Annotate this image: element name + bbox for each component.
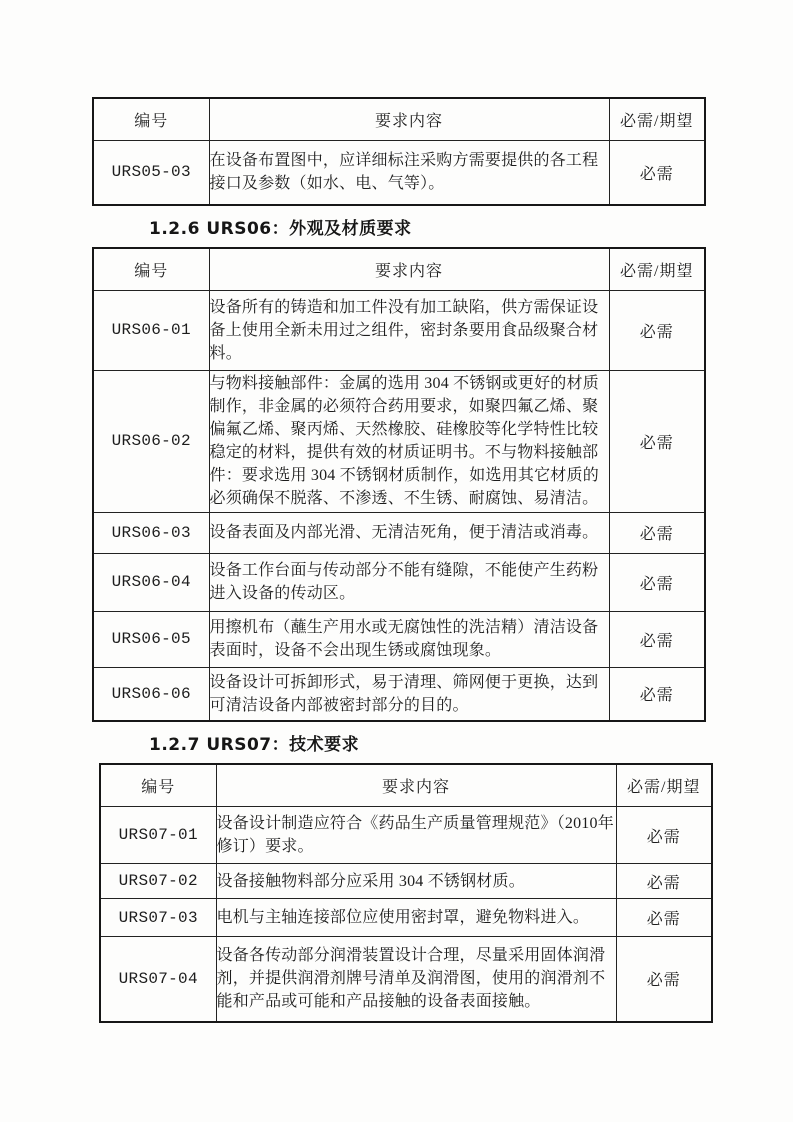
row-id-cell: URS07-03 [100,899,216,937]
section-heading-urs07: 1.2.7 URS07：技术要求 [149,735,360,755]
requirement-row [93,141,705,205]
column-header-content: 要求内容 [216,764,616,807]
table-header-row [100,764,712,807]
row-requirement-cell: 必需 [609,611,705,667]
row-id-cell: URS07-02 [100,864,216,899]
column-header-content: 要求内容 [209,248,609,291]
requirement-row [93,611,705,667]
row-content-cell: 设备设计可拆卸形式，易于清理、筛网便于更换，达到可清洁设备内部被密封部分的目的。 [209,667,609,721]
row-content-cell: 设备各传动部分润滑装置设计合理，尽量采用固体润滑剂，并提供润滑剂牌号清单及润滑图，使用的润滑剂不能和产品或可能和产品接触的设备表面接触。 [216,937,616,1022]
requirement-row [93,553,705,611]
row-requirement-cell: 必需 [616,864,712,899]
row-requirement-cell: 必需 [609,512,705,553]
row-id-cell: URS07-01 [100,807,216,864]
row-requirement-cell: 必需 [609,553,705,611]
row-id-cell: URS07-04 [100,937,216,1022]
column-header-content: 要求内容 [209,98,609,141]
requirement-row [93,290,705,370]
row-content-cell: 设备工作台面与传动部分不能有缝隙，不能使产生药粉进入设备的传动区。 [209,553,609,611]
row-id-cell: URS05-03 [93,141,209,205]
row-content-cell: 与物料接触部件：金属的选用 304 不锈钢或更好的材质制作，非金属的必须符合药用要求，如聚四氟乙烯、聚偏氟乙烯、聚丙烯、天然橡胶、硅橡胶等化学特性比较稳定的材料，提供有效的材质证明书。不与物料接触部件：要求选用 304 不锈钢材质制作，如选用其它材质的必须确保不脱落、不渗透、不生锈、耐腐蚀、易清洁。 [209,370,609,512]
row-id-cell: URS06-03 [93,512,209,553]
column-header-id: 编号 [93,98,209,141]
requirement-row [100,864,712,899]
row-content-cell: 电机与主轴连接部位应使用密封罩，避免物料进入。 [216,899,616,937]
table-header-row [93,248,705,291]
section-urs05 [92,97,704,206]
requirement-row [93,512,705,553]
row-id-cell: URS06-04 [93,553,209,611]
requirement-row [100,807,712,864]
column-header-requirement: 必需/期望 [609,248,705,291]
section-heading-urs06: 1.2.6 URS06：外观及材质要求 [149,218,412,239]
row-content-cell: 用擦机布（蘸生产用水或无腐蚀性的洗洁精）清洁设备表面时，设备不会出现生锈或腐蚀现象。 [209,611,609,667]
requirement-row [100,937,712,1022]
table-header-row [93,98,705,141]
row-requirement-cell: 必需 [609,290,705,370]
requirement-row [93,370,705,512]
requirements-table-urs05 [92,97,706,206]
row-content-cell: 设备表面及内部光滑、无清洁死角，便于清洁或消毒。 [209,512,609,553]
column-header-requirement: 必需/期望 [616,764,712,807]
requirement-row [100,899,712,937]
row-id-cell: URS06-01 [93,290,209,370]
row-content-cell: 设备接触物料部分应采用 304 不锈钢材质。 [216,864,616,899]
row-requirement-cell: 必需 [616,937,712,1022]
requirements-table-urs07 [99,763,713,1023]
row-content-cell: 在设备布置图中，应详细标注采购方需要提供的各工程接口及参数（如水、电、气等）。 [209,141,609,205]
section-urs07 [92,735,704,1023]
column-header-id: 编号 [100,764,216,807]
column-header-id: 编号 [93,248,209,291]
row-id-cell: URS06-06 [93,667,209,721]
row-requirement-cell: 必需 [616,807,712,864]
row-content-cell: 设备设计制造应符合《药品生产质量管理规范》（2010年修订）要求。 [216,807,616,864]
row-id-cell: URS06-02 [93,370,209,512]
row-requirement-cell: 必需 [609,667,705,721]
row-requirement-cell: 必需 [616,899,712,937]
column-header-requirement: 必需/期望 [609,98,705,141]
row-requirement-cell: 必需 [609,370,705,512]
requirements-table-urs06 [92,247,706,723]
requirement-row [93,667,705,721]
row-id-cell: URS06-05 [93,611,209,667]
section-urs06 [92,219,704,723]
row-content-cell: 设备所有的铸造和加工件没有加工缺陷，供方需保证设备上使用全新未用过之组件，密封条要用食品级聚合材料。 [209,290,609,370]
row-requirement-cell: 必需 [609,141,705,205]
